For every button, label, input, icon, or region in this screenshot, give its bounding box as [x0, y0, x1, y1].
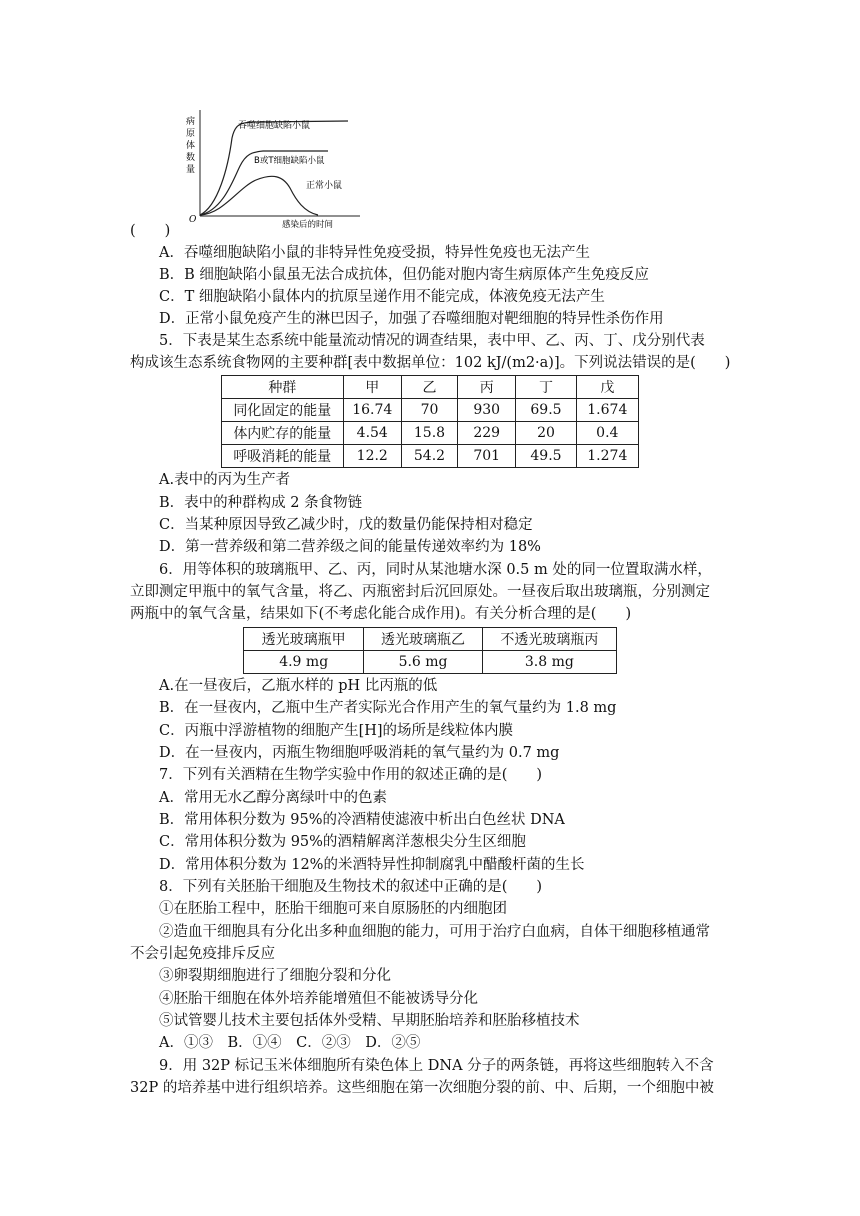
q8-item-2-line2: 不会引起免疫排斥反应 — [130, 946, 275, 962]
table-header-cell: 丁 — [516, 376, 576, 399]
q9-stem-line2: 32P 的培养基中进行组织培养。这些细胞在第一次细胞分裂的前、中、后期，一个细胞中被 — [130, 1080, 714, 1096]
q7-option-a: A．常用无水乙醇分离绿叶中的色素 — [159, 790, 387, 806]
table-header-cell: 不透光玻璃瓶丙 — [482, 628, 616, 651]
curve-chart — [178, 108, 368, 230]
q6-stem-line3: 两瓶中的氧气含量，结果如下(不考虑化能合成作用)。有关分析合理的是( ) — [130, 606, 632, 622]
table-header-cell: 透光玻璃瓶乙 — [364, 628, 482, 651]
q8-item-5: ⑤试管婴儿技术主要包括体外受精、早期胚胎培养和胚胎移植技术 — [159, 1013, 580, 1029]
q7-stem: 7．下列有关酒精在生物学实验中作用的叙述正确的是( ) — [159, 767, 543, 783]
q4-paren: ( ) — [130, 223, 171, 239]
table-header-row — [244, 628, 617, 651]
table-cell: 15.8 — [401, 422, 457, 445]
q8-item-4: ④胚胎干细胞在体外培养能增殖但不能被诱导分化 — [159, 991, 478, 1007]
energy-table — [221, 375, 639, 468]
table-cell: 呼吸消耗的能量 — [222, 445, 344, 468]
q5-option-c: C．当某种原因导致乙减少时，戊的数量仍能保持相对稳定 — [159, 517, 533, 533]
table-header-cell: 甲 — [343, 376, 401, 399]
q6-stem-line2: 立即测定甲瓶中的氧气含量，将乙、丙瓶密封后沉回原处。一昼夜后取出玻璃瓶，分别测定 — [130, 584, 710, 600]
oxygen-table — [243, 627, 617, 674]
curve-normal — [200, 176, 318, 215]
curve-label: 正常小鼠 — [306, 181, 343, 191]
y-axis-char: 体 — [186, 141, 196, 151]
q4-option-b: B．B 细胞缺陷小鼠虽无法合成抗体，但仍能对胞内寄生病原体产生免疫反应 — [159, 267, 649, 283]
origin-label: O — [189, 215, 197, 225]
table-cell: 229 — [458, 422, 516, 445]
table-cell: 930 — [458, 399, 516, 422]
y-axis-char: 量 — [186, 165, 196, 175]
q4-option-c: C．T 细胞缺陷小鼠体内的抗原呈递作用不能完成，体液免疫无法产生 — [159, 289, 605, 305]
q6-option-b: B．在一昼夜内，乙瓶中生产者实际光合作用产生的氧气量约为 1.8 mg — [159, 700, 617, 716]
table-cell: 20 — [516, 422, 576, 445]
y-axis-char: 数 — [186, 153, 196, 163]
q5-stem-line1: 5．下表是某生态系统中能量流动情况的调查结果，表中甲、乙、丙、丁、戊分别代表 — [159, 333, 705, 349]
table-cell: 70 — [401, 399, 457, 422]
table-row — [222, 445, 639, 468]
table-cell: 54.2 — [401, 445, 457, 468]
q8-item-3: ③卵裂期细胞进行了细胞分裂和分化 — [159, 968, 391, 984]
table-header-cell: 种群 — [222, 376, 344, 399]
table-cell: 16.74 — [343, 399, 401, 422]
q4-option-d: D．正常小鼠免疫产生的淋巴因子，加强了吞噬细胞对靶细胞的特异性杀伤作用 — [159, 311, 664, 327]
table-header-cell: 透光玻璃瓶甲 — [244, 628, 364, 651]
table-header-row — [222, 376, 639, 399]
table-cell: 1.674 — [576, 399, 638, 422]
table-cell: 4.9 mg — [244, 651, 364, 674]
pathogen-curve-figure — [178, 108, 368, 230]
table-row — [222, 399, 639, 422]
q6-stem-line1: 6．用等体积的玻璃瓶甲、乙、丙，同时从某池塘水深 0.5 m 处的同一位置取满水样， — [159, 562, 712, 578]
q8-stem: 8．下列有关胚胎干细胞及生物技术的叙述中正确的是( ) — [159, 879, 543, 895]
q7-option-d: D．常用体积分数为 12%的米酒特异性抑制腐乳中醋酸杆菌的生长 — [159, 857, 585, 873]
x-axis-label: 感染后的时间 — [282, 220, 334, 230]
q6-option-a: A.在一昼夜后，乙瓶水样的 pH 比丙瓶的低 — [159, 678, 438, 694]
y-axis-char: 原 — [186, 129, 196, 139]
table-header-cell: 丙 — [458, 376, 516, 399]
q5-option-d: D．第一营养级和第二营养级之间的能量传递效率约为 18% — [159, 539, 541, 555]
q8-item-1: ①在胚胎工程中，胚胎干细胞可来自原肠胚的内细胞团 — [159, 901, 507, 917]
table-cell: 同化固定的能量 — [222, 399, 344, 422]
table-header-cell: 乙 — [401, 376, 457, 399]
table-cell: 69.5 — [516, 399, 576, 422]
table-cell: 4.54 — [343, 422, 401, 445]
table-cell: 12.2 — [343, 445, 401, 468]
q5-option-a: A.表中的丙为生产者 — [159, 472, 291, 488]
q5-stem-line2: 构成该生态系统食物网的主要种群[表中数据单位：102 kJ/(m2·a)]。下列说法错误的是( ) — [130, 355, 731, 371]
q9-stem-line1: 9．用 32P 标记玉米体细胞所有染色体上 DNA 分子的两条链，再将这些细胞转入不含 — [159, 1058, 714, 1074]
q7-option-b: B．常用体积分数为 95%的冷酒精使滤液中析出白色丝状 DNA — [159, 812, 565, 828]
q6-option-c: C．丙瓶中浮游植物的细胞产生[H]的场所是线粒体内膜 — [159, 723, 514, 739]
table-cell: 1.274 — [576, 445, 638, 468]
table-row — [222, 422, 639, 445]
curve-label: B或T细胞缺陷小鼠 — [254, 156, 325, 166]
table-cell: 0.4 — [576, 422, 638, 445]
q6-option-d: D．在一昼夜内，丙瓶生物细胞呼吸消耗的氧气量约为 0.7 mg — [159, 745, 560, 761]
table-cell: 49.5 — [516, 445, 576, 468]
q4-option-a: A．吞噬细胞缺陷小鼠的非特异性免疫受损，特异性免疫也无法产生 — [159, 245, 590, 261]
table-cell: 3.8 mg — [482, 651, 616, 674]
q8-options: A．①③ B．①④ C．②③ D．②⑤ — [159, 1035, 421, 1051]
table-cell: 体内贮存的能量 — [222, 422, 344, 445]
q7-option-c: C．常用体积分数为 95%的酒精解离洋葱根尖分生区细胞 — [159, 834, 526, 850]
table-header-cell: 戊 — [576, 376, 638, 399]
table-row — [244, 651, 617, 674]
q8-item-2-line1: ②造血干细胞具有分化出多种血细胞的能力，可用于治疗白血病，自体干细胞移植通常 — [159, 924, 710, 940]
curve-phagocyte-deficient — [200, 121, 348, 215]
y-axis-char: 病 — [186, 117, 196, 127]
curve-label: 吞噬细胞缺陷小鼠 — [238, 121, 311, 131]
table-cell: 701 — [458, 445, 516, 468]
table-cell: 5.6 mg — [364, 651, 482, 674]
q5-option-b: B．表中的种群构成 2 条食物链 — [159, 495, 363, 511]
